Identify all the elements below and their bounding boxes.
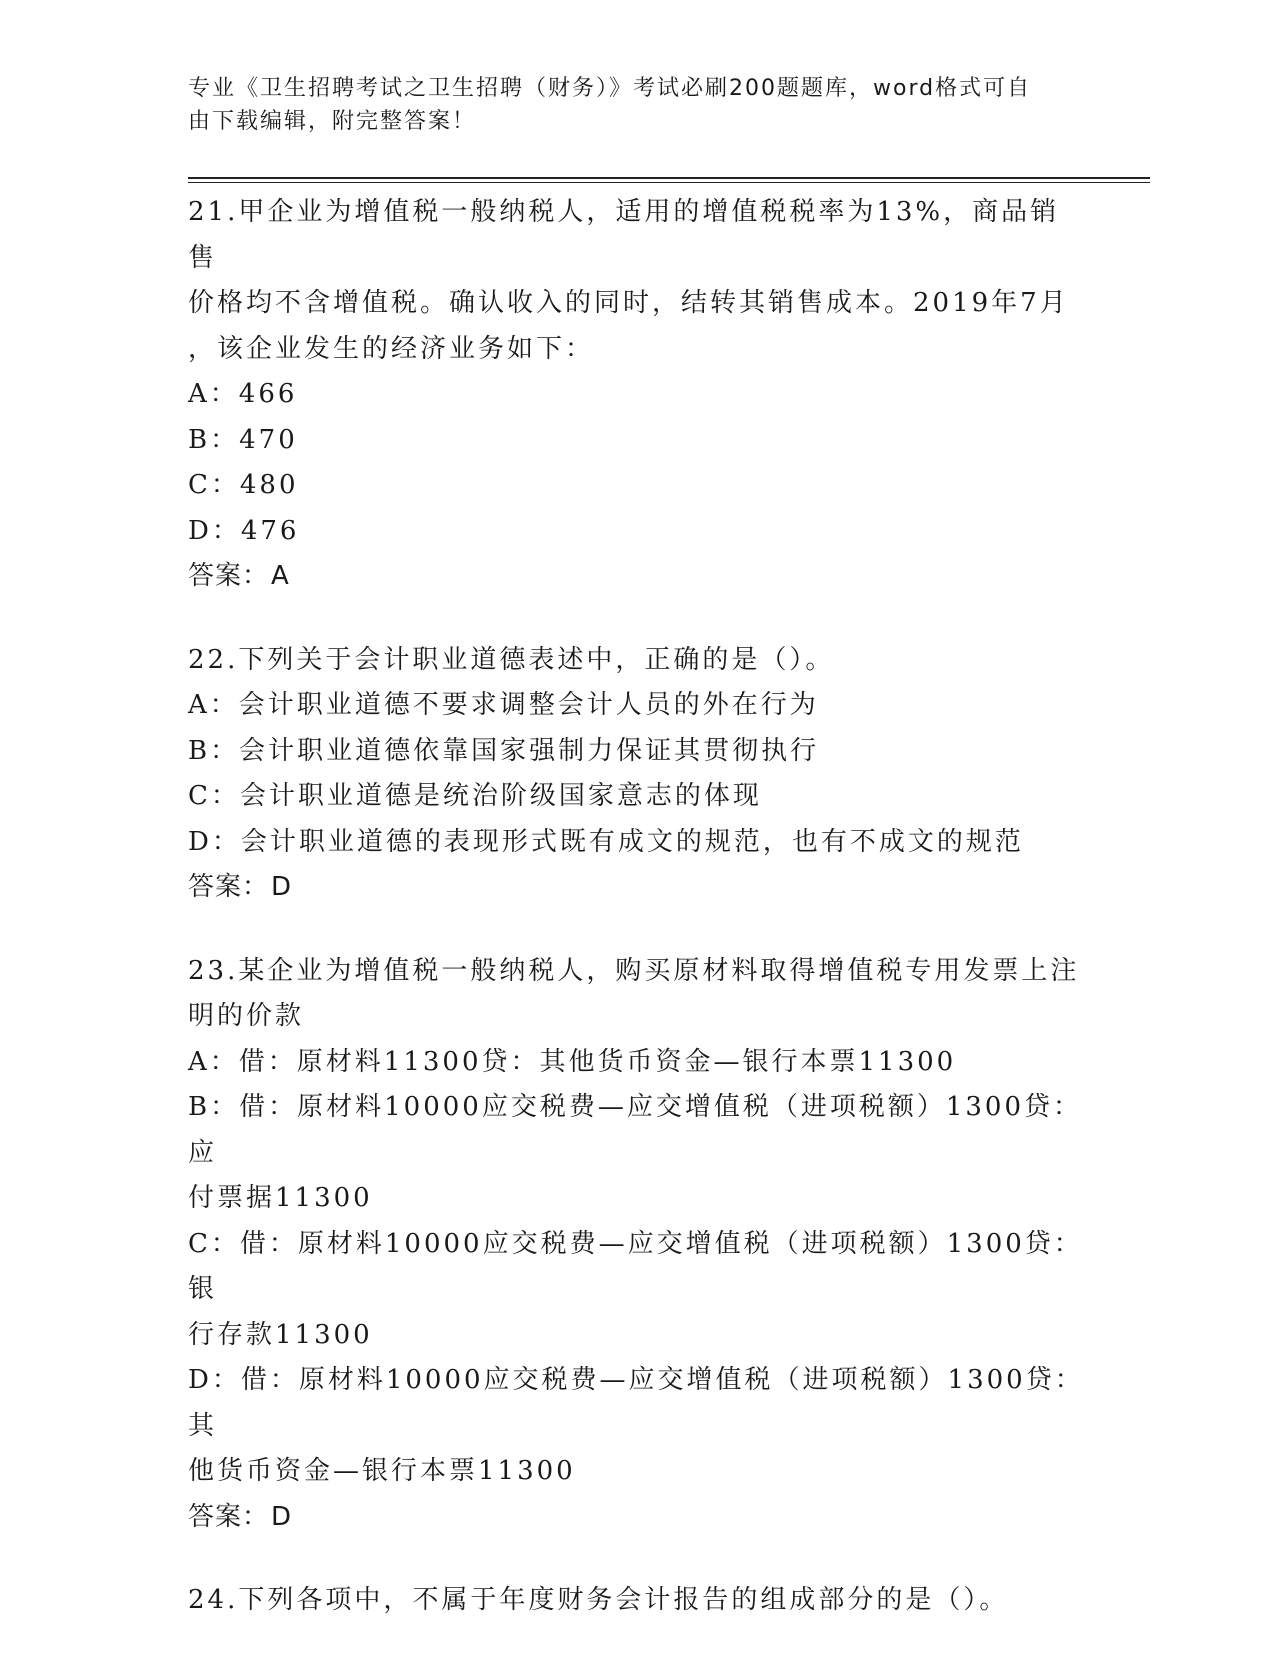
option-line: C：480 — [188, 470, 299, 500]
option-line: D：476 — [188, 515, 300, 546]
intro-line-1: 专业《卫生招聘考试之卫生招聘（财务）》考试必刷200题题库，word格式可自 — [188, 76, 1032, 101]
question-block — [188, 1578, 1088, 1624]
option-line: A：466 — [188, 379, 298, 409]
option-line: D：会计职业道德的表现形式既有成文的规范，也有不成文的规范 — [188, 826, 1024, 857]
option-line: D：借：原材料10000应交税费—应交增值税（进项税额）1300贷：其 — [188, 1365, 1084, 1441]
intro-line-2: 由下载编辑，附完整答案！ — [188, 109, 477, 134]
option-line: C：会计职业道德是统治阶级国家意志的体现 — [188, 781, 762, 811]
answer-value: D — [271, 1501, 293, 1532]
answer-label: 答案： — [188, 872, 270, 902]
answer-line — [188, 865, 1088, 911]
header-rule-thin — [188, 182, 1150, 183]
option-line: B：会计职业道德依靠国家强制力保证其贯彻执行 — [188, 735, 820, 766]
option-line: B：470 — [188, 424, 298, 455]
answer-value: A — [271, 561, 290, 591]
option-line: B：借：原材料10000应交税费—应交增值税（进项税额）1300贷：应 — [188, 1092, 1082, 1168]
option-line: C：借：原材料10000应交税费—应交增值税（进项税额）1300贷：银 — [188, 1228, 1083, 1304]
header-rule-thick — [188, 177, 1150, 179]
question-block — [188, 638, 1088, 911]
question-list — [188, 190, 1088, 1662]
question-stem-line: 24.下列各项中，不属于年度财务会计报告的组成部分的是（）。 — [188, 1585, 1009, 1615]
answer-line — [188, 1495, 1088, 1541]
question-stem-line: 价格均不含增值税。确认收入的同时，结转其销售成本。2019年7月 — [188, 288, 1069, 318]
question-block — [188, 949, 1088, 1541]
question-block — [188, 190, 1088, 600]
option-line: 行存款11300 — [188, 1319, 373, 1350]
document-intro — [188, 72, 1068, 138]
option-line: A：借：原材料11300贷：其他货币资金—银行本票11300 — [188, 1046, 957, 1077]
question-stem-line: 22.下列关于会计职业道德表述中，正确的是（）。 — [188, 644, 835, 675]
question-stem-line: 明的价款 — [188, 1001, 305, 1031]
option-line: 付票据11300 — [188, 1183, 373, 1213]
answer-label: 答案： — [188, 1501, 270, 1532]
answer-line — [188, 554, 1088, 600]
option-line: A：会计职业道德不要求调整会计人员的外在行为 — [188, 690, 819, 720]
question-stem-line: ，该企业发生的经济业务如下： — [188, 333, 595, 364]
question-stem-line: 23.某企业为增值税一般纳税人，购买原材料取得增值税专用发票上注 — [188, 955, 1080, 986]
option-line: 他货币资金—银行本票11300 — [188, 1456, 576, 1486]
answer-label: 答案： — [188, 561, 270, 591]
answer-value: D — [271, 872, 293, 902]
question-stem-line: 21.甲企业为增值税一般纳税人，适用的增值税税率为13%，商品销售 — [188, 197, 1060, 273]
